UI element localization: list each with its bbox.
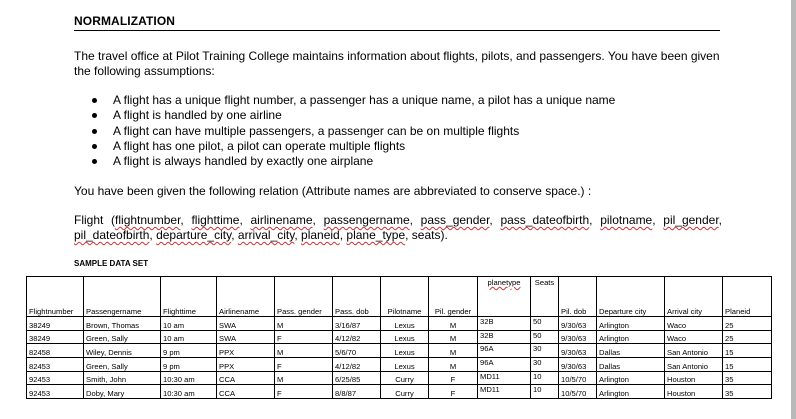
table-cell: 82458 [27, 344, 84, 358]
list-item: A flight can have multiple passengers, a passenger can be on multiple flights [92, 124, 615, 139]
table-cell: PPX [217, 344, 275, 358]
column-header: Pass. gender [275, 306, 333, 317]
table-cell: Lexus [381, 344, 429, 358]
table-cell: CCA [217, 385, 275, 399]
table-cell: M [275, 344, 333, 358]
column-header: Planeid [723, 306, 772, 317]
table-cell: M [429, 317, 478, 331]
table-cell: Curry [381, 385, 429, 399]
table-cell: 6/25/85 [333, 371, 381, 385]
table-cell: F [275, 358, 333, 372]
relation-attribute: seats [411, 228, 441, 242]
table-cell: 25 [723, 330, 772, 344]
table-top-row [27, 277, 772, 307]
table-cell: Waco [665, 317, 723, 331]
relation-attribute: flighttime [191, 213, 240, 227]
relation-attribute: planeid [301, 228, 340, 242]
table-cell: Doby, Mary [84, 385, 161, 399]
relation-attribute: plane_type [346, 228, 406, 242]
relation-definition [74, 213, 722, 243]
table-cell: Green, Sally [84, 358, 161, 372]
column-header: Flightnumber [27, 306, 84, 317]
table-cell: 9/30/63 [559, 330, 597, 344]
table-cell: F [429, 385, 478, 399]
table-cell: 9 pm [161, 344, 217, 358]
table-cell: F [275, 330, 333, 344]
table-row [27, 344, 772, 358]
bullet-icon [92, 144, 97, 149]
relation-suffix: ). [440, 228, 448, 242]
table-body [27, 317, 772, 399]
relation-attribute: pil_dateofbirth [74, 228, 150, 242]
sample-data-table [26, 276, 772, 399]
relation-intro: You have been given the following relation (Attribute names are abbreviated to conserve space.) : [74, 184, 592, 198]
table-cell: 5/6/70 [333, 344, 381, 358]
relation-attribute: pass_gender [420, 213, 490, 227]
table-cell: 82453 [27, 358, 84, 372]
table-cell: 96A [478, 344, 531, 358]
table-cell: MD11 [478, 385, 531, 399]
table-cell: 15 [723, 358, 772, 372]
table-cell: 35 [723, 371, 772, 385]
relation-attribute: pilotname [600, 213, 653, 227]
table-row [27, 385, 772, 399]
table-cell: Arlington [597, 330, 665, 344]
header-planetype: planetype [478, 277, 531, 307]
table-cell: 38249 [27, 317, 84, 331]
table-cell: Arlington [597, 317, 665, 331]
sample-data-title: SAMPLE DATA SET [74, 259, 149, 268]
table-cell: 35 [723, 385, 772, 399]
table-cell: M [275, 371, 333, 385]
relation-attributes: flightnumber, flighttime, airlinename, passengername, pass_gender, pass_dateofbirth, pilotname, pil_gender, pil_dateofbirth, departure_city, arrival_city, planeid, plane_type, seats [74, 213, 722, 242]
relation-attribute: pil_gender [663, 213, 719, 227]
column-header: Pil. gender [429, 306, 478, 317]
table-cell: Lexus [381, 358, 429, 372]
table-cell: M [429, 330, 478, 344]
table-cell: San Antonio [665, 358, 723, 372]
table-cell: SWA [217, 317, 275, 331]
table-cell: SWA [217, 330, 275, 344]
column-header: Departure city [597, 306, 665, 317]
relation-attribute: pass_dateofbirth [500, 213, 590, 227]
table-cell: 9/30/63 [559, 358, 597, 372]
table-cell: 3/16/87 [333, 317, 381, 331]
table-cell: 10/5/70 [559, 385, 597, 399]
table-cell: 92453 [27, 371, 84, 385]
table-cell: 38249 [27, 330, 84, 344]
table-cell: Arlington [597, 385, 665, 399]
table-cell: Lexus [381, 330, 429, 344]
table-cell: 8/8/87 [333, 385, 381, 399]
table-cell: 10:30 am [161, 371, 217, 385]
list-item: A flight has one pilot, a pilot can operate multiple flights [92, 139, 615, 154]
table-cell: 10 [531, 385, 559, 399]
relation-prefix: Flight ( [74, 213, 116, 227]
relation-attribute: flightnumber [115, 213, 181, 227]
relation-attribute: airlinename [250, 213, 313, 227]
table-cell: 30 [531, 358, 559, 372]
window-edge [791, 0, 796, 419]
list-item: A flight is always handled by exactly one airplane [92, 154, 615, 169]
table-cell: 10 am [161, 317, 217, 331]
table-cell: Lexus [381, 317, 429, 331]
table-cell: M [429, 344, 478, 358]
table-cell: 50 [531, 317, 559, 331]
column-header: Passengername [84, 306, 161, 317]
table-cell: 4/12/82 [333, 358, 381, 372]
list-item: A flight is handled by one airline [92, 108, 615, 123]
table-cell: 30 [531, 344, 559, 358]
relation-attribute: passengername [323, 213, 410, 227]
table-cell: M [275, 317, 333, 331]
relation-attribute: departure_city [156, 228, 232, 242]
column-header [478, 306, 531, 317]
table-cell: 32B [478, 330, 531, 344]
column-header: Airlinename [217, 306, 275, 317]
table-cell: F [429, 371, 478, 385]
table-row [27, 330, 772, 344]
bullet-icon [92, 159, 97, 164]
table-cell: 9/30/63 [559, 317, 597, 331]
header-seats: Seats [531, 277, 559, 307]
table-cell: PPX [217, 358, 275, 372]
table-row [27, 371, 772, 385]
intro-paragraph: The travel office at Pilot Training College maintains information about flights, pilots, and passengers. You have been given the following assumptions: [74, 49, 720, 78]
table-cell: Arlington [597, 371, 665, 385]
table-cell: 32B [478, 317, 531, 331]
table-cell: Brown, Thomas [84, 317, 161, 331]
table-header-row [27, 306, 772, 317]
table-cell: 10 am [161, 330, 217, 344]
section-heading: NORMALIZATION [74, 14, 720, 31]
table-cell: 9/30/63 [559, 344, 597, 358]
table-cell: 10:30 am [161, 385, 217, 399]
table-cell: Wiley, Dennis [84, 344, 161, 358]
table-cell: F [275, 385, 333, 399]
table-cell: Houston [665, 385, 723, 399]
table-cell: Green, Sally [84, 330, 161, 344]
table-cell: 10/5/70 [559, 371, 597, 385]
table-row [27, 358, 772, 372]
table-cell: 92453 [27, 385, 84, 399]
table-cell: Curry [381, 371, 429, 385]
column-header: Flighttime [161, 306, 217, 317]
assumptions-list [92, 93, 615, 169]
table-cell: Houston [665, 371, 723, 385]
table-cell: MD11 [478, 371, 531, 385]
table-row [27, 317, 772, 331]
list-item: A flight has a unique flight number, a passenger has a unique name, a pilot has a unique name [92, 93, 615, 108]
bullet-icon [92, 98, 97, 103]
column-header: Pass. dob [333, 306, 381, 317]
bullet-icon [92, 113, 97, 118]
table-cell: 15 [723, 344, 772, 358]
relation-attribute: arrival_city [237, 228, 295, 242]
column-header: Arrival city [665, 306, 723, 317]
table-cell: Waco [665, 330, 723, 344]
table-cell: 50 [531, 330, 559, 344]
column-header [531, 306, 559, 317]
column-header: Pil. dob [559, 306, 597, 317]
table-cell: 25 [723, 317, 772, 331]
table-cell: San Antonio [665, 344, 723, 358]
table-cell: CCA [217, 371, 275, 385]
column-header: Pilotname [381, 306, 429, 317]
table-cell: Dallas [597, 344, 665, 358]
table-cell: Smith, John [84, 371, 161, 385]
table-cell: 4/12/82 [333, 330, 381, 344]
bullet-icon [92, 129, 97, 134]
table-cell: M [429, 358, 478, 372]
table-cell: Dallas [597, 358, 665, 372]
table-cell: 10 [531, 371, 559, 385]
table-cell: 96A [478, 358, 531, 372]
table-cell: 9 pm [161, 358, 217, 372]
